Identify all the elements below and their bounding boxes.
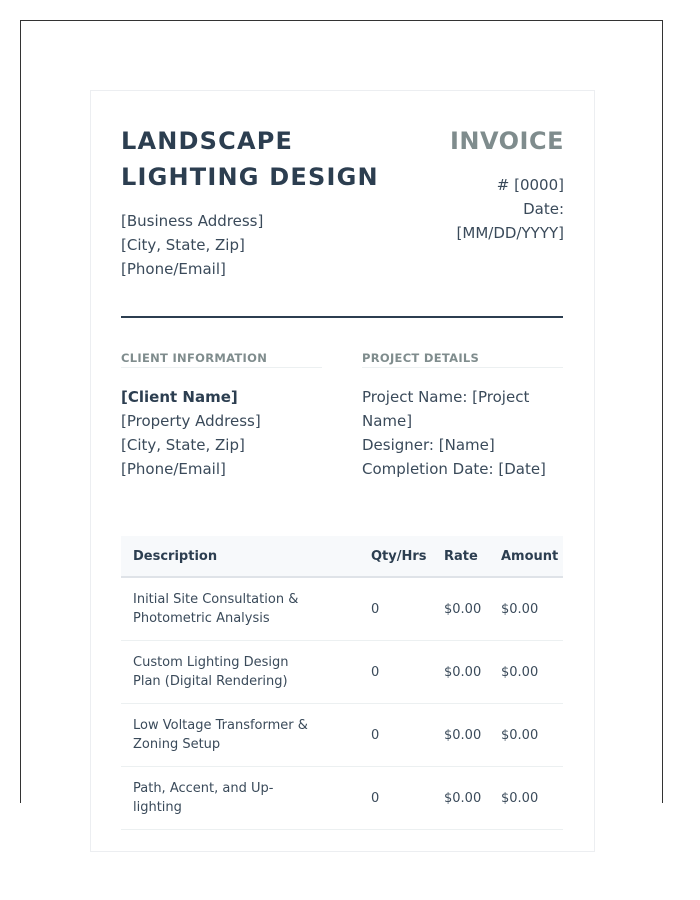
header-divider <box>121 316 563 318</box>
row-amount: $0.00 <box>489 767 563 830</box>
client-name: [Client Name] <box>121 388 238 406</box>
invoice-date-value: [MM/DD/YYYY] <box>456 224 564 242</box>
line-items-table <box>121 536 563 830</box>
table-row <box>121 704 563 767</box>
table-header-row <box>121 536 563 577</box>
invoice-meta <box>414 173 564 245</box>
row-description: Path, Accent, and Up-lighting <box>121 767 359 830</box>
project-designer: Designer: [Name] <box>362 436 495 454</box>
project-name: Project Name: [Project Name] <box>362 388 530 430</box>
invoice-date-label: Date: <box>523 200 564 218</box>
client-address: [Property Address] <box>121 412 261 430</box>
document-viewport <box>20 20 663 815</box>
row-rate: $0.00 <box>432 641 489 704</box>
row-qty: 0 <box>359 641 432 704</box>
project-details-block <box>362 385 563 481</box>
business-address: [Business Address] <box>121 212 264 230</box>
business-name: LANDSCAPE LIGHTING DESIGN <box>121 127 379 191</box>
row-qty: 0 <box>359 704 432 767</box>
column-header-rate: Rate <box>432 536 489 577</box>
project-details-heading: PROJECT DETAILS <box>362 351 563 368</box>
row-qty: 0 <box>359 577 432 641</box>
invoice-number: # [0000] <box>496 176 564 194</box>
row-amount: $0.00 <box>489 577 563 641</box>
invoice-title: INVOICE <box>449 127 564 155</box>
row-description: Custom Lighting Design Plan (Digital Rendering) <box>121 641 359 704</box>
business-address-block <box>121 209 263 281</box>
row-qty: 0 <box>359 767 432 830</box>
row-amount: $0.00 <box>489 704 563 767</box>
business-phone-email: [Phone/Email] <box>121 260 226 278</box>
row-description: Low Voltage Transformer & Zoning Setup <box>121 704 359 767</box>
row-rate: $0.00 <box>432 577 489 641</box>
table-row <box>121 577 563 641</box>
business-city-state-zip: [City, State, Zip] <box>121 236 245 254</box>
row-description: Initial Site Consultation & Photometric Analysis <box>121 577 359 641</box>
invoice-page <box>90 90 595 852</box>
client-phone-email: [Phone/Email] <box>121 460 226 478</box>
column-header-description: Description <box>121 536 359 577</box>
client-info-block <box>121 385 261 481</box>
column-header-amount: Amount <box>489 536 563 577</box>
project-completion-date: Completion Date: [Date] <box>362 460 546 478</box>
table-row <box>121 641 563 704</box>
row-amount: $0.00 <box>489 641 563 704</box>
row-rate: $0.00 <box>432 767 489 830</box>
column-header-qty: Qty/Hrs <box>359 536 432 577</box>
client-info-heading: CLIENT INFORMATION <box>121 351 322 368</box>
row-rate: $0.00 <box>432 704 489 767</box>
client-city-state-zip: [City, State, Zip] <box>121 436 245 454</box>
table-row <box>121 767 563 830</box>
